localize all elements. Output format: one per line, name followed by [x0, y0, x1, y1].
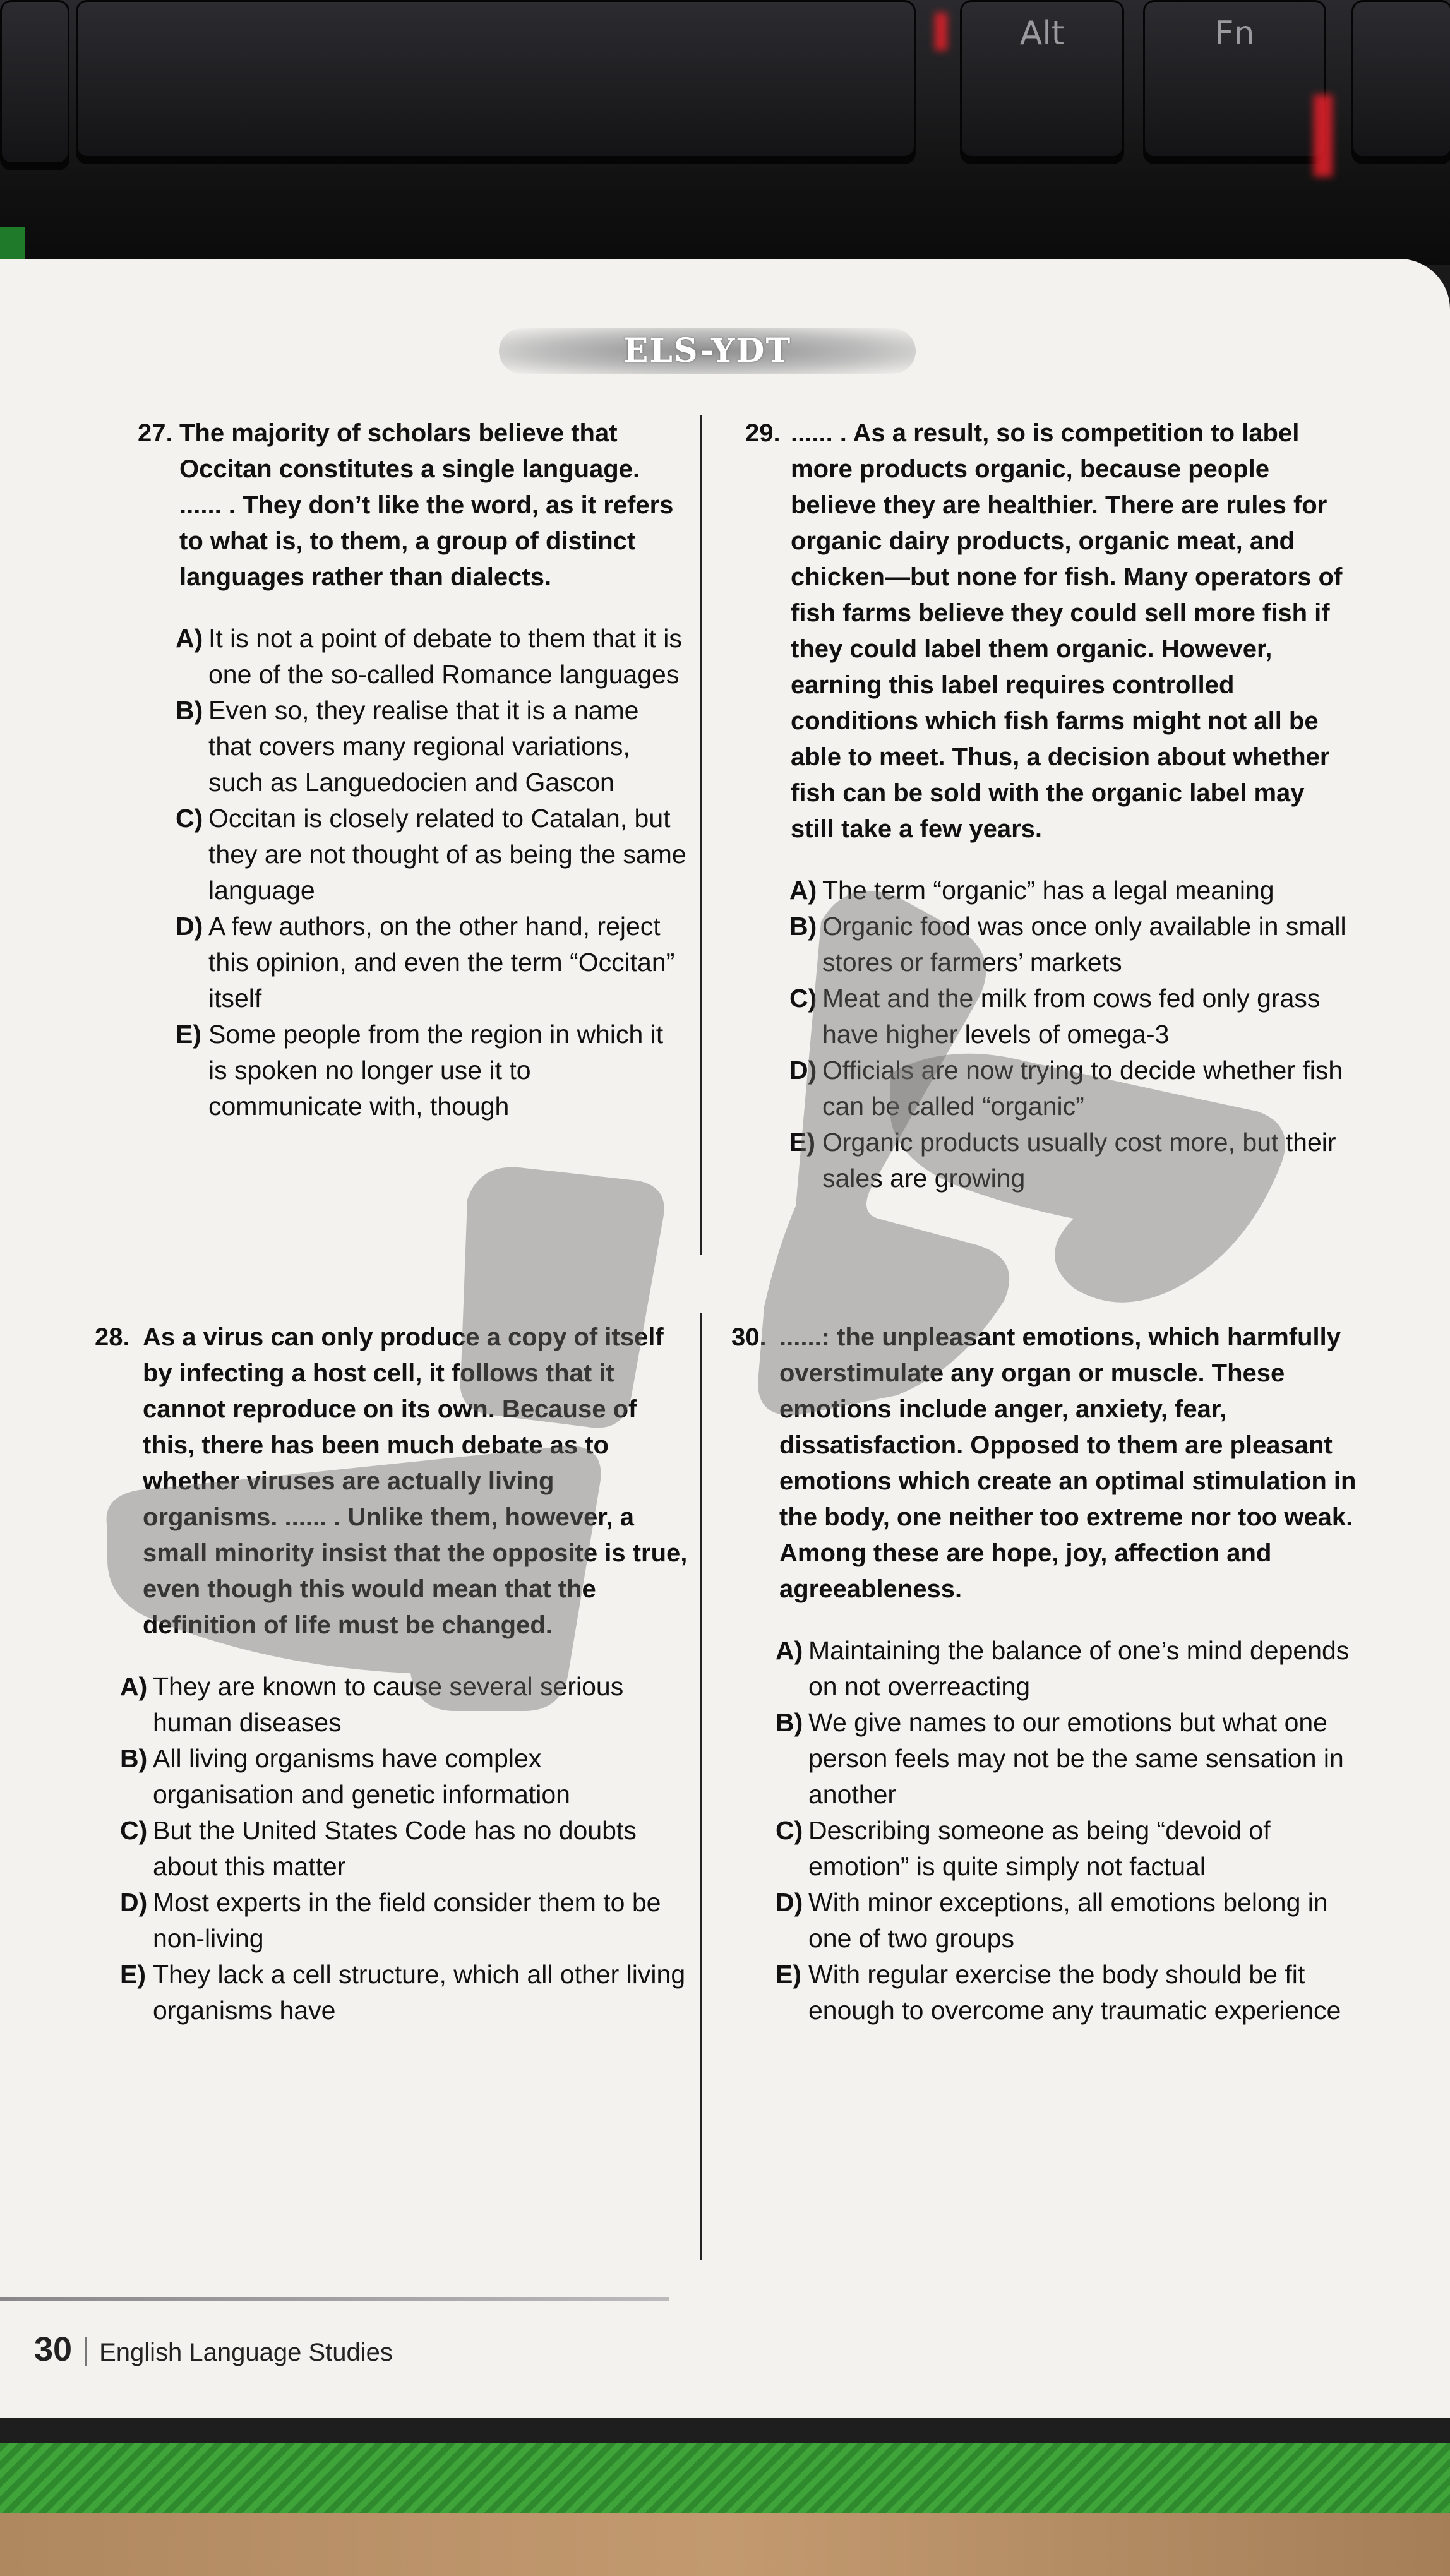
option-text: Occitan is closely related to Catalan, but they are not thought of as being the same language	[208, 804, 686, 905]
question-28	[95, 1320, 688, 2029]
option-a[interactable]	[776, 1633, 1363, 1705]
option-letter: A)	[176, 624, 203, 653]
option-text: They lack a cell structure, which all other living organisms have	[153, 1960, 686, 2025]
column-divider-top	[700, 415, 702, 1255]
option-a[interactable]	[120, 1669, 688, 1741]
option-letter: E)	[789, 1128, 815, 1157]
option-letter: E)	[120, 1960, 146, 1989]
question-number: 30.	[731, 1323, 767, 1351]
option-letter: C)	[789, 984, 817, 1013]
option-d[interactable]	[176, 909, 687, 1017]
option-text: It is not a point of debate to them that it is one of the so-called Romance languages	[208, 624, 682, 689]
option-letter: D)	[120, 1888, 148, 1917]
option-text: Organic food was once only available in small stores or farmers’ markets	[822, 912, 1346, 977]
red-backlight	[1314, 95, 1333, 177]
keyboard-background	[0, 0, 1450, 265]
option-e[interactable]	[789, 1124, 1351, 1196]
option-text: With minor exceptions, all emotions belong in one of two groups	[808, 1888, 1328, 1953]
option-text: All living organisms have complex organisation and genetic information	[153, 1744, 570, 1809]
question-stem: As a virus can only produce a copy of itself by infecting a host cell, it follows that it cannot reproduce on its own. Because of this, there has been much debate as to whether viruses are actually living organisms. ...... . Unlike them, however, a small minority insist that the opposite is true, even though this would mean that the definition of life must be changed.	[143, 1323, 688, 1639]
option-text: But the United States Code has no doubts about this matter	[153, 1816, 637, 1881]
footer-separator	[85, 2337, 87, 2366]
option-d[interactable]	[120, 1885, 688, 1957]
question-number: 29.	[745, 419, 781, 447]
red-backlight-2	[935, 13, 947, 51]
option-d[interactable]	[789, 1052, 1351, 1124]
option-letter: B)	[176, 696, 203, 725]
option-c[interactable]	[776, 1813, 1363, 1885]
option-b[interactable]	[776, 1705, 1363, 1813]
option-text: Some people from the region in which it is spoken no longer use it to communicate with, though	[208, 1020, 664, 1121]
question-30	[731, 1320, 1363, 2029]
option-e[interactable]	[776, 1957, 1363, 2029]
wooden-desk	[0, 2513, 1450, 2576]
option-text: They are known to cause several serious human diseases	[153, 1672, 624, 1737]
option-letter: D)	[789, 1056, 817, 1085]
option-c[interactable]	[176, 801, 687, 909]
column-divider-bottom	[700, 1313, 702, 2260]
book-title: English Language Studies	[99, 2339, 393, 2366]
footer-rule	[0, 2297, 669, 2301]
option-letter: A)	[120, 1672, 148, 1701]
option-letter: A)	[776, 1636, 803, 1665]
option-letter: C)	[176, 804, 203, 833]
option-letter: E)	[176, 1020, 201, 1049]
option-letter: E)	[776, 1960, 801, 1989]
option-text: With regular exercise the body should be fit enough to overcome any traumatic experience	[808, 1960, 1341, 2025]
option-letter: B)	[120, 1744, 148, 1773]
key-fn-label: Fn	[1214, 15, 1255, 52]
question-number: 28.	[95, 1323, 130, 1351]
option-e[interactable]	[176, 1017, 687, 1124]
option-b[interactable]	[120, 1741, 688, 1813]
key-left	[0, 0, 69, 164]
option-letter: B)	[789, 912, 817, 941]
option-letter: C)	[776, 1816, 803, 1845]
option-text: Maintaining the balance of one’s mind depends on not overreacting	[808, 1636, 1350, 1701]
option-text: Meat and the milk from cows fed only grass have higher levels of omega-3	[822, 984, 1321, 1049]
option-text: Officials are now trying to decide whether fish can be called “organic”	[822, 1056, 1343, 1121]
page-number: 30	[34, 2330, 73, 2368]
option-text: Even so, they realise that it is a name that covers many regional variations, such as Languedocien and Gascon	[208, 696, 639, 797]
option-text: Describing someone as being “devoid of emotion” is quite simply not factual	[808, 1816, 1271, 1881]
option-b[interactable]	[176, 693, 687, 801]
option-e[interactable]	[120, 1957, 688, 2029]
option-text: We give names to our emotions but what one person feels may not be the same sensation in another	[808, 1708, 1344, 1809]
key-fn	[1143, 0, 1326, 158]
question-27	[138, 415, 687, 1124]
option-letter: C)	[120, 1816, 148, 1845]
book-page	[0, 259, 1450, 2418]
key-alt	[960, 0, 1124, 158]
option-letter: D)	[176, 912, 203, 941]
option-a[interactable]	[789, 873, 1351, 909]
question-29	[745, 415, 1351, 1196]
question-stem: ......: the unpleasant emotions, which harmfully overstimulate any organ or muscle. These emotions include anger, anxiety, fear, dissatisfaction. Opposed to them are pleasant emotions which create an optimal stimulation in the body, one neither too extreme nor too weak. Among these are hope, joy, affection and agreeableness.	[779, 1323, 1357, 1603]
option-text: A few authors, on the other hand, reject this opinion, and even the term “Occitan” itself	[208, 912, 675, 1013]
green-mat	[0, 2443, 1450, 2513]
key-right	[1351, 0, 1450, 158]
question-stem: ...... . As a result, so is competition to label more products organic, because people believe they are healthier. There are rules for organic dairy products, organic meat, and chicken—but none for fish. Many operators of fish farms believe they could sell more fish if they could label them organic. However, earning this label requires controlled conditions which fish farms might not all be able to meet. Thus, a decision about whether fish can be sold with the organic label may still take a few years.	[791, 419, 1343, 843]
key-alt-label: Alt	[1019, 15, 1065, 52]
option-letter: B)	[776, 1708, 803, 1737]
option-b[interactable]	[789, 909, 1351, 981]
option-text: Organic products usually cost more, but their sales are growing	[822, 1128, 1336, 1193]
option-c[interactable]	[120, 1813, 688, 1885]
header-badge: ELS-YDT	[499, 328, 916, 374]
page-footer	[34, 2330, 393, 2369]
option-letter: D)	[776, 1888, 803, 1917]
option-a[interactable]	[176, 621, 687, 693]
question-number: 27.	[138, 419, 173, 447]
option-d[interactable]	[776, 1885, 1363, 1957]
option-letter: A)	[789, 876, 817, 905]
option-text: Most experts in the field consider them to be non-living	[153, 1888, 661, 1953]
option-c[interactable]	[789, 981, 1351, 1052]
option-text: The term “organic” has a legal meaning	[822, 876, 1274, 905]
key-space	[76, 0, 916, 158]
question-stem: The majority of scholars believe that Occitan constitutes a single language. ...... . They don’t like the word, as it refers to what is, to them, a group of distinct languages rather than dialects.	[179, 419, 674, 591]
